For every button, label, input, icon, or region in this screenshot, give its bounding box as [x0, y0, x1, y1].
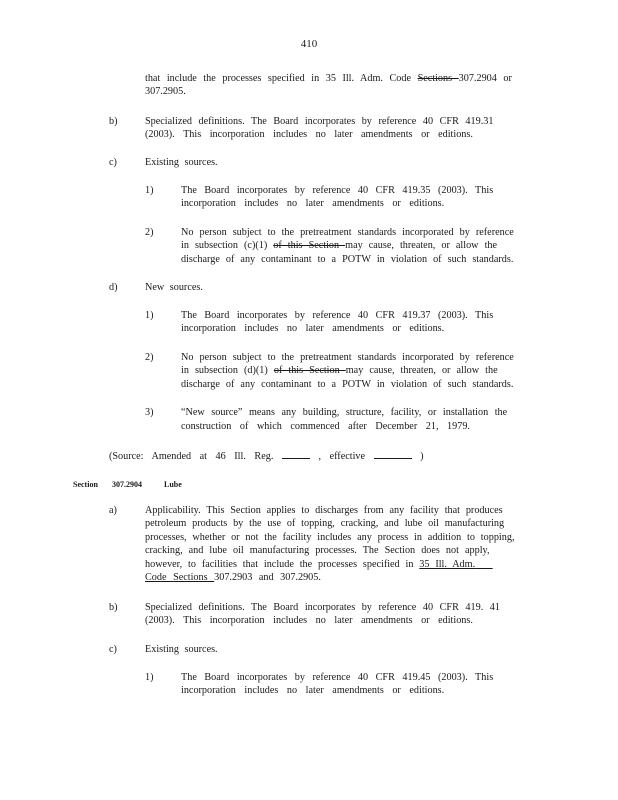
c2-line-1: No person subject to the pretreatment standards incorporated by reference: [181, 227, 514, 238]
section-label: Section: [73, 480, 98, 489]
c-2-1-line-2: incorporation includes no later amendments or editions.: [181, 685, 445, 696]
b2-line-2: (2003). This incorporation includes no later amendments or editions.: [145, 615, 473, 626]
item-marker-d: d): [109, 282, 118, 293]
struck-text: Sections: [417, 73, 459, 84]
c1-line-1: The Board incorporates by reference 40 CFR 419.35 (2003). This: [181, 185, 494, 196]
struck-text: of this Section: [273, 365, 346, 376]
section-number: 307.2904: [112, 480, 142, 489]
d2-line-3: discharge of any contaminant to a POTW in violation of such standards.: [181, 379, 514, 390]
item-marker-c: c): [109, 157, 117, 168]
underline-tail: [475, 559, 493, 570]
d1-line-1: The Board incorporates by reference 40 CFR 419.37 (2003). This: [181, 310, 494, 321]
d3-line-2: construction of which commenced after December 21, 1979.: [181, 421, 470, 432]
d3-line-1: “New source” means any building, structure, facility, or installation the: [181, 407, 508, 418]
c1-line-2: incorporation includes no later amendments or editions.: [181, 198, 445, 209]
a-line-3: processes, whether or not the facility includes any process in addition to topping,: [145, 532, 515, 543]
cont-line-1: that include the processes specified in 35 Ill. Adm. Code Sections 307.2904 or: [145, 73, 512, 84]
item-marker-c2: 2): [145, 227, 154, 238]
a-line-6: Code Sections 307.2903 and 307.2905.: [145, 572, 321, 583]
d1-line-2: incorporation includes no later amendments or editions.: [181, 323, 445, 334]
b-line-1: Specialized definitions. The Board incorporates by reference 40 CFR 419.31: [145, 116, 494, 127]
c-2-label: Existing sources.: [145, 644, 218, 655]
item-marker-c-2: c): [109, 644, 117, 655]
underlined-text: Code: [145, 572, 174, 583]
a-line-2: petroleum products by the use of topping, cracking, and lube oil manufacturing: [145, 518, 505, 529]
d-label: New sources.: [145, 282, 203, 293]
item-marker-c-2-1: 1): [145, 672, 154, 683]
item-marker-d3: 3): [145, 407, 154, 418]
struck-text: of this Section: [273, 240, 346, 251]
item-marker-a: a): [109, 505, 117, 516]
c2-line-3: discharge of any contaminant to a POTW in violation of such standards.: [181, 254, 514, 265]
d2-line-1: No person subject to the pretreatment standards incorporated by reference: [181, 352, 514, 363]
d2-line-2: in subsection (d)(1) of this Section may cause, threaten, or allow the: [181, 365, 498, 376]
a-line-4: cracking, and lube oil manufacturing processes. The Section does not apply,: [145, 545, 490, 556]
item-marker-c1: 1): [145, 185, 154, 196]
section-title: Lube: [164, 480, 182, 489]
source-note: (Source: Amended at 46 Ill. Reg. , effective ): [109, 451, 424, 462]
c-2-1-line-1: The Board incorporates by reference 40 CFR 419.45 (2003). This: [181, 672, 494, 683]
effective-blank: [374, 449, 412, 459]
item-marker-b: b): [109, 116, 118, 127]
item-marker-b2: b): [109, 602, 118, 613]
struck-text: Sections: [173, 572, 215, 583]
a-line-5: however, to facilities that include the processes specified in 35 Ill. Adm.: [145, 559, 493, 571]
item-marker-d2: 2): [145, 352, 154, 363]
reg-blank: [282, 449, 310, 459]
b2-line-1: Specialized definitions. The Board incorporates by reference 40 CFR 419. 41: [145, 602, 500, 613]
c-label: Existing sources.: [145, 157, 218, 168]
a-line-1: Applicability. This Section applies to discharges from any facility that produces: [145, 505, 503, 516]
b-line-2: (2003). This incorporation includes no later amendments or editions.: [145, 129, 473, 140]
page-number: 410: [300, 38, 318, 50]
underlined-text: 35 Ill. Adm.: [419, 559, 476, 570]
cont-line-2: 307.2905.: [145, 86, 186, 97]
c2-line-2: in subsection (c)(1) of this Section may cause, threaten, or allow the: [181, 240, 498, 251]
item-marker-d1: 1): [145, 310, 154, 321]
